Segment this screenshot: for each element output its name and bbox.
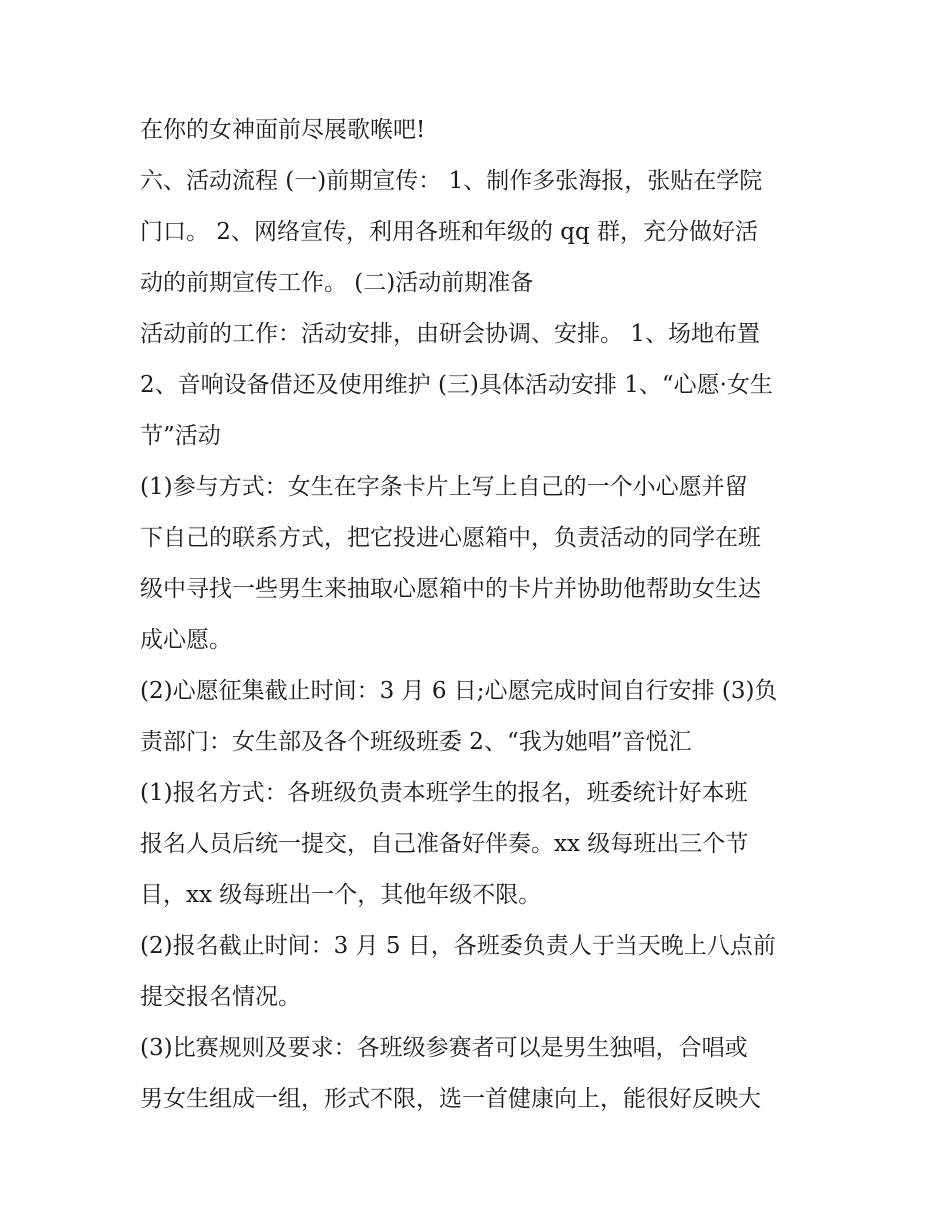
text-line: (2)心愿征集截止时间：3 月 6 日;心愿完成时间自行安排 (3)负 [140,678,778,704]
text-line: 活动前的工作：活动安排，由研会协调、安排。 1、场地布置 [140,321,760,347]
text-line: 动的前期宣传工作。 (二)活动前期准备 [140,270,534,296]
text-line: 节”活动 [140,423,221,449]
text-line: 男女生组成一组，形式不限，选一首健康向上，能很好反映大 [140,1086,761,1112]
text-line: (2)报名截止时间：3 月 5 日，各班委负责人于当天晚上八点前 [140,933,776,959]
text-line: 成心愿。 [140,627,232,653]
text-line: 在你的女神面前尽展歌喉吧! [140,117,426,143]
text-line: (1)参与方式：女生在字条卡片上写上自己的一个小心愿并留 [140,474,748,500]
text-line: (3)比赛规则及要求：各班级参赛者可以是男生独唱，合唱或 [140,1035,748,1061]
text-line: 门口。 2、网络宣传，利用各班和年级的 qq 群，充分做好活 [140,219,759,245]
text-line: 提交报名情况。 [140,984,301,1010]
text-line: 报名人员后统一提交，自己准备好伴奏。xx 级每班出三个节 [140,831,749,857]
text-line: 级中寻找一些男生来抽取心愿箱中的卡片并协助他帮助女生达 [140,576,761,602]
text-line: 责部门：女生部及各个班级班委 2、“我为她唱”音悦汇 [140,729,692,755]
text-line: (1)报名方式：各班级负责本班学生的报名，班委统计好本班 [140,780,748,806]
text-line: 2、音响设备借还及使用维护 (三)具体活动安排 1、“心愿·女生 [140,372,773,398]
text-line: 下自己的联系方式，把它投进心愿箱中，负责活动的同学在班 [140,525,761,551]
text-line: 目，xx 级每班出一个，其他年级不限。 [140,882,542,908]
text-line: 六、活动流程 (一)前期宣传： 1、制作多张海报，张贴在学院 [140,168,763,194]
